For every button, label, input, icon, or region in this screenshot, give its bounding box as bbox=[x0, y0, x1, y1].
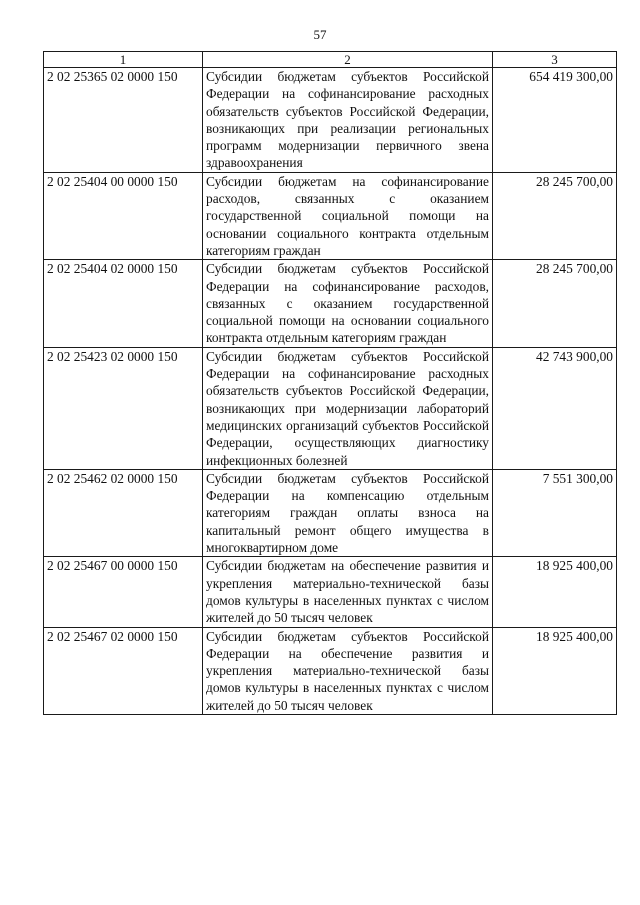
budget-code-cell: 2 02 25404 00 0000 150 bbox=[44, 172, 203, 259]
table-row bbox=[44, 260, 617, 347]
amount-cell: 42 743 900,00 bbox=[493, 347, 617, 469]
description-cell: Субсидии бюджетам субъектов Российской Федерации на компенсацию отдельным категориям граждан оплаты взноса на капитальный ремонт общего имущества в многоквартирном доме bbox=[203, 469, 493, 556]
amount-cell: 7 551 300,00 bbox=[493, 469, 617, 556]
table-row bbox=[44, 68, 617, 173]
page-number: 57 bbox=[313, 27, 327, 42]
budget-code-cell: 2 02 25462 02 0000 150 bbox=[44, 469, 203, 556]
column-header-2: 2 bbox=[203, 52, 493, 68]
budget-revenue-table bbox=[43, 51, 617, 715]
amount-cell: 18 925 400,00 bbox=[493, 627, 617, 714]
description-cell: Субсидии бюджетам субъектов Российской Федерации на обеспечение развития и укрепления материально-технической базы домов культуры в населенных пунктах с числом жителей до 50 тысяч человек bbox=[203, 627, 493, 714]
column-header-1: 1 bbox=[44, 52, 203, 68]
budget-code-cell: 2 02 25404 02 0000 150 bbox=[44, 260, 203, 347]
column-header-3: 3 bbox=[493, 52, 617, 68]
table-row bbox=[44, 557, 617, 627]
description-cell: Субсидии бюджетам субъектов Российской Федерации на софинансирование расходов, связанных с оказанием государственной социальной помощи на основании социального контракта отдельным категориям граждан bbox=[203, 260, 493, 347]
budget-code-cell: 2 02 25467 00 0000 150 bbox=[44, 557, 203, 627]
column-header-row bbox=[44, 52, 617, 68]
amount-cell: 28 245 700,00 bbox=[493, 260, 617, 347]
amount-cell: 654 419 300,00 bbox=[493, 68, 617, 173]
budget-code-cell: 2 02 25365 02 0000 150 bbox=[44, 68, 203, 173]
table-row bbox=[44, 469, 617, 556]
description-cell: Субсидии бюджетам на софинансирование расходов, связанных с оказанием государственной социальной помощи на основании социального контракта отдельным категориям граждан bbox=[203, 172, 493, 259]
amount-cell: 28 245 700,00 bbox=[493, 172, 617, 259]
table-row bbox=[44, 172, 617, 259]
budget-code-cell: 2 02 25467 02 0000 150 bbox=[44, 627, 203, 714]
description-cell: Субсидии бюджетам на обеспечение развития и укрепления материально-технической базы домов культуры в населенных пунктах с числом жителей до 50 тысяч человек bbox=[203, 557, 493, 627]
table-row bbox=[44, 627, 617, 714]
table-row bbox=[44, 347, 617, 469]
description-cell: Субсидии бюджетам субъектов Российской Федерации на софинансирование расходных обязательств субъектов Российской Федерации, возникающих при модернизации лабораторий медицинских организаций субъектов Российской Федерации, осуществляющих диагностику инфекционных болезней bbox=[203, 347, 493, 469]
budget-code-cell: 2 02 25423 02 0000 150 bbox=[44, 347, 203, 469]
description-cell: Субсидии бюджетам субъектов Российской Федерации на софинансирование расходных обязательств субъектов Российской Федерации, возникающих при реализации региональных программ модернизации первичного звена здравоохранения bbox=[203, 68, 493, 173]
amount-cell: 18 925 400,00 bbox=[493, 557, 617, 627]
